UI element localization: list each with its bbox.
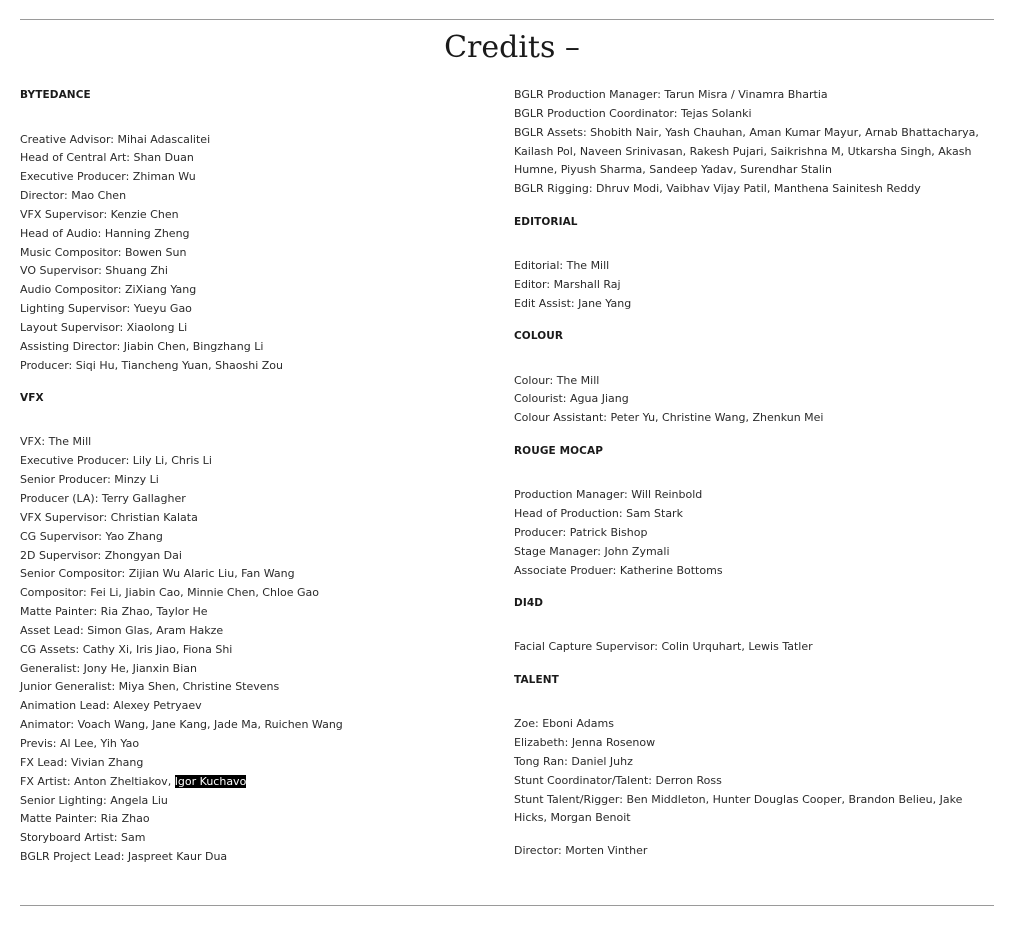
credit-line: Senior Lighting: Angela Liu <box>20 793 168 807</box>
credit-line: Colour Assistant: Peter Yu, Christine Wang, Zhenkun Mei <box>514 411 824 425</box>
credit-line: VO Supervisor: Shuang Zhi <box>20 264 168 278</box>
credit-line: Director: Mao Chen <box>20 189 127 203</box>
credit-line: FX Lead: Vivian Zhang <box>20 755 144 769</box>
credit-line: Creative Advisor: Mihai Adascalitei <box>20 132 211 146</box>
credit-line: Audio Compositor: ZiXiang Yang <box>20 283 197 297</box>
credit-line: Production Manager: Will Reinbold <box>514 488 703 502</box>
credit-line: Editor: Marshall Raj <box>514 277 621 291</box>
rouge-mocap-credits-list <box>514 486 994 580</box>
credit-line: Colour: The Mill <box>514 373 600 387</box>
credit-line: Lighting Supervisor: Yueyu Gao <box>20 302 192 316</box>
credit-line: Animation Lead: Alexey Petryaev <box>20 699 202 713</box>
credit-line: 2D Supervisor: Zhongyan Dai <box>20 548 182 562</box>
section-heading-vfx: VFX <box>20 391 44 404</box>
credit-line: Head of Production: Sam Stark <box>514 506 683 520</box>
credit-line: Storyboard Artist: Sam <box>20 831 146 845</box>
credit-line: Producer: Patrick Bishop <box>514 525 648 539</box>
talent-credits-list <box>514 715 994 861</box>
credit-line-director: Director: Morten Vinther <box>514 844 648 858</box>
section-heading-talent: TALENT <box>514 673 559 686</box>
credit-line: Assisting Director: Jiabin Chen, Bingzhang Li <box>20 339 264 353</box>
credit-line: Matte Painter: Ria Zhao <box>20 812 150 826</box>
credit-line: BGLR Production Coordinator: Tejas Solanki <box>514 106 752 120</box>
credit-line: Facial Capture Supervisor: Colin Urquhart, Lewis Tatler <box>514 640 813 654</box>
credit-line: BGLR Rigging: Dhruv Modi, Vaibhav Vijay Patil, Manthena Sainitesh Reddy <box>514 182 921 196</box>
colour-credits-list <box>514 372 994 429</box>
credit-line: Music Compositor: Bowen Sun <box>20 245 187 259</box>
editorial-credits-list <box>514 257 994 314</box>
credits-right-column <box>514 86 994 861</box>
credit-line: Stage Manager: John Zymali <box>514 544 670 558</box>
credit-line: CG Assets: Cathy Xi, Iris Jiao, Fiona Shi <box>20 642 233 656</box>
credit-line: Producer: Siqi Hu, Tiancheng Yuan, Shaoshi Zou <box>20 358 284 372</box>
credit-line-bglr-assets: BGLR Assets: Shobith Nair, Yash Chauhan, Aman Kumar Mayur, Arnab Bhattacharya, Kailash Pol, Naveen Srinivasan, Rakesh Pujari, Saikrishna M, Utkarsha Singh, Akash Humne, Piyush Sharma, Sandeep Yadav, Surendhar Stalin <box>514 125 979 177</box>
credit-line: Tong Ran: Daniel Juhz <box>514 754 633 768</box>
section-heading-rouge-mocap: ROUGE MOCAP <box>514 444 603 457</box>
credit-line: Executive Producer: Zhiman Wu <box>20 170 196 184</box>
credit-line: Compositor: Fei Li, Jiabin Cao, Minnie Chen, Chloe Gao <box>20 586 320 600</box>
credit-line: VFX Supervisor: Christian Kalata <box>20 510 198 524</box>
credit-line: Associate Produer: Katherine Bottoms <box>514 563 723 577</box>
vfx-credits-list <box>20 433 490 866</box>
credit-line: CG Supervisor: Yao Zhang <box>20 529 163 543</box>
credit-line: BGLR Production Manager: Tarun Misra / Vinamra Bhartia <box>514 88 828 101</box>
credit-line-stunt-rigger: Stunt Talent/Rigger: Ben Middleton, Hunter Douglas Cooper, Brandon Belieu, Jake Hicks, Morgan Benoit <box>514 792 963 825</box>
di4d-credits-list <box>514 638 994 657</box>
highlighted-selection[interactable]: Igor Kuchavo <box>174 774 247 788</box>
credit-line: Zoe: Eboni Adams <box>514 717 614 731</box>
credits-left-column <box>20 86 490 867</box>
credit-line: Animator: Voach Wang, Jane Kang, Jade Ma, Ruichen Wang <box>20 718 343 732</box>
credit-line: VFX: The Mill <box>20 435 92 449</box>
bottom-divider <box>20 905 994 906</box>
credit-line: Senior Producer: Minzy Li <box>20 473 159 487</box>
bytedance-credits-list <box>20 131 490 376</box>
credit-line: VFX Supervisor: Kenzie Chen <box>20 207 179 221</box>
credit-line: Edit Assist: Jane Yang <box>514 296 632 310</box>
credit-line: Previs: Al Lee, Yih Yao <box>20 736 140 750</box>
top-divider <box>20 19 994 20</box>
section-heading-di4d: DI4D <box>514 596 544 609</box>
credit-line: BGLR Project Lead: Jaspreet Kaur Dua <box>20 850 228 864</box>
section-heading-editorial: EDITORIAL <box>514 215 578 228</box>
credit-line: Junior Generalist: Miya Shen, Christine Stevens <box>20 680 280 694</box>
credit-line: Executive Producer: Lily Li, Chris Li <box>20 454 212 468</box>
page-title: Credits – <box>444 30 580 65</box>
credit-line: Colourist: Agua Jiang <box>514 392 629 406</box>
credit-line: Asset Lead: Simon Glas, Aram Hakze <box>20 623 224 637</box>
fx-artist-text: FX Artist: Anton Zheltiakov, <box>20 774 175 788</box>
credit-line: Elizabeth: Jenna Rosenow <box>514 736 656 750</box>
credit-line: Head of Audio: Hanning Zheng <box>20 226 190 240</box>
section-heading-colour: COLOUR <box>514 330 564 343</box>
credit-line: Generalist: Jony He, Jianxin Bian <box>20 661 197 675</box>
section-heading-bytedance: BYTEDANCE <box>20 89 91 101</box>
credit-line: Producer (LA): Terry Gallagher <box>20 492 186 505</box>
credit-line: Matte Painter: Ria Zhao, Taylor He <box>20 605 208 619</box>
bglr-credits-list <box>514 86 994 199</box>
credit-line: Head of Central Art: Shan Duan <box>20 151 194 165</box>
credit-line: Editorial: The Mill <box>514 259 610 273</box>
credit-line: Senior Compositor: Zijian Wu Alaric Liu, Fan Wang <box>20 567 295 581</box>
credit-line-fx-artist <box>20 773 490 792</box>
credit-line: Layout Supervisor: Xiaolong Li <box>20 320 188 334</box>
credit-line: Stunt Coordinator/Talent: Derron Ross <box>514 773 722 787</box>
